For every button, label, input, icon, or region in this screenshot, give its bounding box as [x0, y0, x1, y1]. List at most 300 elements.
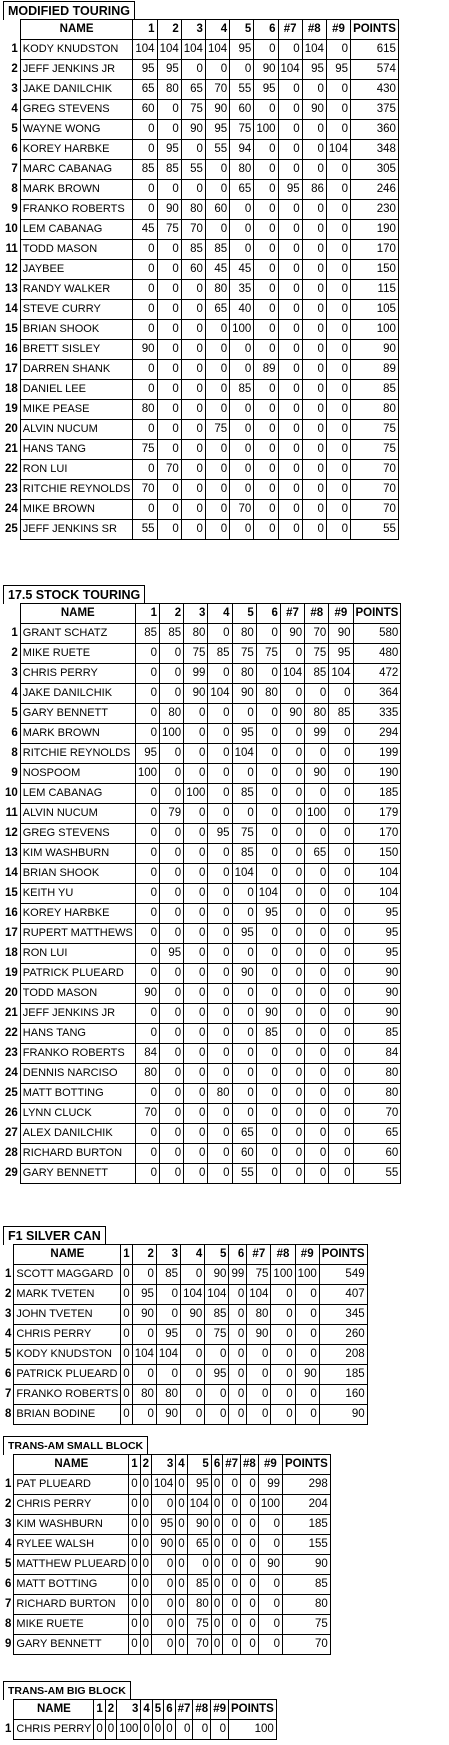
race-cell: 0	[184, 824, 208, 844]
race-cell: 0	[305, 964, 329, 984]
driver-name-cell: RUPERT MATTHEWS	[20, 924, 135, 944]
race-cell: 0	[241, 1495, 259, 1515]
position-cell: 19	[3, 400, 20, 420]
race-cell: 0	[256, 724, 280, 744]
column-header-2: 2	[140, 1455, 151, 1475]
race-cell: 0	[256, 1064, 280, 1084]
table-row	[3, 1044, 401, 1064]
column-header-2: 2	[157, 20, 181, 40]
position-cell: 1	[3, 1720, 14, 1740]
driver-name-cell: MARK BROWN	[20, 724, 135, 744]
race-cell: 0	[254, 460, 278, 480]
race-cell: 0	[176, 1495, 187, 1515]
race-cell: 0	[211, 1495, 222, 1515]
race-cell: 0	[295, 1325, 319, 1345]
race-cell: 45	[133, 220, 157, 240]
race-cell: 0	[160, 1104, 184, 1124]
race-cell: 0	[254, 400, 278, 420]
table-row	[3, 1405, 367, 1425]
table-row	[3, 964, 401, 984]
race-cell: 0	[135, 1144, 159, 1164]
points-cell: 95	[353, 904, 401, 924]
race-cell: 0	[176, 1635, 187, 1655]
points-cell: 190	[351, 220, 399, 240]
points-cell: 260	[319, 1325, 367, 1345]
race-cell: 70	[205, 80, 229, 100]
race-cell: 0	[230, 340, 254, 360]
table-row	[3, 1515, 330, 1535]
race-cell: 0	[329, 1084, 353, 1104]
race-cell: 0	[302, 500, 326, 520]
race-cell: 0	[160, 984, 184, 1004]
table-row	[3, 1305, 367, 1325]
race-cell: 0	[121, 1285, 132, 1305]
column-header-4: 4	[176, 1455, 187, 1475]
race-cell: 55	[205, 140, 229, 160]
section-title: 17.5 STOCK TOURING	[3, 585, 145, 604]
race-cell: 0	[184, 1164, 208, 1184]
race-cell: 79	[160, 804, 184, 824]
table-row	[3, 664, 401, 684]
column-header-name: NAME	[14, 1455, 129, 1475]
race-cell: 0	[280, 824, 304, 844]
race-cell: 60	[181, 260, 205, 280]
points-cell: 348	[351, 140, 399, 160]
race-cell: 0	[326, 160, 350, 180]
race-cell: 0	[160, 884, 184, 904]
race-cell: 40	[230, 300, 254, 320]
driver-name-cell: BRIAN SHOOK	[20, 864, 135, 884]
race-cell: 0	[160, 744, 184, 764]
race-cell: 0	[280, 844, 304, 864]
race-cell: 95	[232, 924, 256, 944]
race-cell: 0	[278, 380, 302, 400]
position-cell: 11	[3, 240, 20, 260]
race-cell: 104	[132, 1345, 156, 1365]
table-row	[3, 644, 401, 664]
driver-name-cell: KIM WASHBURN	[14, 1515, 129, 1535]
race-cell: 0	[305, 904, 329, 924]
race-cell: 0	[208, 964, 232, 984]
race-cell: 0	[133, 500, 157, 520]
race-cell: 0	[302, 240, 326, 260]
race-cell: 0	[133, 120, 157, 140]
race-cell: 0	[280, 884, 304, 904]
column-header-1: 1	[121, 1245, 132, 1265]
driver-name-cell: JEFF JENKINS JR	[20, 60, 133, 80]
points-cell: 185	[353, 784, 401, 804]
race-cell: 75	[305, 644, 329, 664]
race-cell: 0	[133, 140, 157, 160]
race-cell: 35	[230, 280, 254, 300]
table-row	[3, 1475, 330, 1495]
race-cell: 0	[229, 1345, 247, 1365]
race-cell: 0	[157, 100, 181, 120]
race-cell: 0	[329, 884, 353, 904]
race-cell: 0	[254, 320, 278, 340]
race-cell: 0	[141, 1720, 152, 1740]
race-cell: 0	[181, 1405, 205, 1425]
race-cell: 0	[129, 1515, 140, 1535]
race-cell: 100	[305, 804, 329, 824]
race-cell: 0	[223, 1595, 241, 1615]
race-cell: 0	[295, 1305, 319, 1325]
position-cell: 9	[3, 200, 20, 220]
race-cell: 65	[205, 300, 229, 320]
table-header-row	[3, 20, 398, 40]
race-cell: 0	[256, 704, 280, 724]
table-row	[3, 764, 401, 784]
race-cell: 0	[135, 1124, 159, 1144]
race-cell: 0	[326, 40, 350, 60]
race-cell: 104	[133, 40, 157, 60]
race-cell: 75	[230, 120, 254, 140]
race-cell: 0	[256, 1044, 280, 1064]
race-cell: 55	[232, 1164, 256, 1184]
race-cell: 0	[205, 460, 229, 480]
race-cell: 95	[135, 744, 159, 764]
race-cell: 0	[329, 824, 353, 844]
race-cell: 0	[157, 400, 181, 420]
race-cell: 90	[329, 624, 353, 644]
race-cell: 0	[256, 944, 280, 964]
race-cell: 0	[254, 40, 278, 60]
race-cell: 80	[232, 624, 256, 644]
driver-name-cell: JEFF JENKINS JR	[20, 1004, 135, 1024]
race-cell: 85	[305, 664, 329, 684]
race-cell: 0	[187, 1555, 211, 1575]
race-cell: 95	[208, 824, 232, 844]
race-cell: 0	[181, 460, 205, 480]
race-cell: 0	[157, 180, 181, 200]
position-cell: 2	[3, 1495, 14, 1515]
driver-name-cell: KEITH YU	[20, 884, 135, 904]
driver-name-cell: BRIAN BODINE	[14, 1405, 121, 1425]
race-cell: 0	[230, 60, 254, 80]
race-cell: 0	[271, 1365, 295, 1385]
table-row	[3, 1720, 276, 1740]
race-cell: 0	[271, 1345, 295, 1365]
race-cell: 104	[247, 1285, 271, 1305]
column-header-7: #7	[175, 1700, 193, 1720]
race-cell: 0	[156, 1305, 180, 1325]
table-row	[3, 844, 401, 864]
race-cell: 0	[129, 1635, 140, 1655]
race-cell: 0	[230, 360, 254, 380]
race-cell: 70	[133, 480, 157, 500]
race-cell: 0	[129, 1575, 140, 1595]
race-cell: 0	[184, 804, 208, 824]
race-cell: 0	[329, 1004, 353, 1024]
driver-name-cell: RICHARD BURTON	[14, 1595, 129, 1615]
race-cell: 0	[326, 460, 350, 480]
race-cell: 0	[247, 1345, 271, 1365]
race-cell: 0	[164, 1720, 175, 1740]
position-cell: 24	[3, 500, 20, 520]
race-cell: 0	[181, 280, 205, 300]
race-cell: 99	[184, 664, 208, 684]
column-header-points: POINTS	[229, 1700, 277, 1720]
race-cell: 0	[278, 200, 302, 220]
race-cell: 0	[278, 420, 302, 440]
race-cell: 90	[280, 704, 304, 724]
position-cell: 23	[3, 1044, 20, 1064]
race-cell: 0	[181, 440, 205, 460]
race-cell: 0	[280, 1084, 304, 1104]
race-cell: 0	[160, 644, 184, 664]
race-cell: 0	[326, 100, 350, 120]
race-cell: 0	[129, 1555, 140, 1575]
race-cell: 0	[208, 1044, 232, 1064]
race-cell: 90	[187, 1515, 211, 1535]
driver-name-cell: RICHARD BURTON	[20, 1144, 135, 1164]
race-cell: 85	[208, 644, 232, 664]
race-cell: 0	[254, 280, 278, 300]
points-cell: 190	[353, 764, 401, 784]
section-title: F1 SILVER CAN	[3, 1226, 106, 1245]
driver-name-cell: MATT BOTTING	[14, 1575, 129, 1595]
race-cell: 95	[256, 904, 280, 924]
race-cell: 0	[258, 1615, 282, 1635]
race-cell: 0	[157, 380, 181, 400]
race-cell: 0	[208, 804, 232, 824]
race-cell: 0	[241, 1515, 259, 1535]
race-cell: 0	[160, 784, 184, 804]
race-cell: 0	[181, 180, 205, 200]
race-cell: 65	[187, 1535, 211, 1555]
race-cell: 0	[256, 1164, 280, 1184]
table-row	[3, 220, 398, 240]
race-cell: 0	[208, 944, 232, 964]
points-cell: 70	[283, 1635, 331, 1655]
driver-name-cell: CHRIS PERRY	[14, 1325, 121, 1345]
race-cell: 0	[211, 1635, 222, 1655]
points-cell: 335	[353, 704, 401, 724]
race-cell: 104	[256, 884, 280, 904]
race-cell: 0	[133, 360, 157, 380]
table-row	[3, 1285, 367, 1305]
race-cell: 0	[280, 904, 304, 924]
race-cell: 0	[258, 1575, 282, 1595]
table-header-row	[3, 604, 401, 624]
column-header-1: 1	[135, 604, 159, 624]
points-cell: 55	[353, 1164, 401, 1184]
race-cell: 0	[140, 1595, 151, 1615]
race-cell: 0	[176, 1615, 187, 1635]
race-cell: 0	[176, 1475, 187, 1495]
race-cell: 0	[208, 704, 232, 724]
race-cell: 0	[280, 944, 304, 964]
race-cell: 85	[205, 240, 229, 260]
race-cell: 0	[278, 340, 302, 360]
points-cell: 70	[353, 1104, 401, 1124]
race-cell: 0	[160, 904, 184, 924]
column-header-3: 3	[184, 604, 208, 624]
race-cell: 0	[208, 1004, 232, 1024]
race-cell: 0	[133, 300, 157, 320]
race-cell: 0	[258, 1595, 282, 1615]
points-cell: 65	[353, 1124, 401, 1144]
race-cell: 0	[223, 1575, 241, 1595]
table-row	[3, 804, 401, 824]
race-cell: 0	[278, 160, 302, 180]
race-cell: 90	[256, 1004, 280, 1024]
driver-name-cell: MATTHEW PLUEARD	[14, 1555, 129, 1575]
position-cell: 29	[3, 1164, 20, 1184]
race-cell: 0	[135, 724, 159, 744]
column-header-3: 3	[117, 1700, 141, 1720]
race-cell: 0	[256, 1124, 280, 1144]
race-cell: 75	[133, 440, 157, 460]
driver-name-cell: MIKE RUETE	[14, 1615, 129, 1635]
race-cell: 0	[208, 1024, 232, 1044]
race-cell: 85	[181, 240, 205, 260]
position-cell: 22	[3, 460, 20, 480]
table-row	[3, 1575, 330, 1595]
race-cell: 0	[305, 1024, 329, 1044]
race-cell: 75	[187, 1615, 211, 1635]
race-cell: 90	[254, 60, 278, 80]
race-cell: 100	[117, 1720, 141, 1740]
race-cell: 75	[157, 220, 181, 240]
table-row	[3, 200, 398, 220]
race-cell: 0	[254, 480, 278, 500]
race-cell: 0	[247, 1365, 271, 1385]
race-cell: 0	[184, 964, 208, 984]
race-cell: 0	[211, 1595, 222, 1615]
race-cell: 95	[329, 644, 353, 664]
table-row	[3, 260, 398, 280]
driver-name-cell: KODY KNUDSTON	[20, 40, 133, 60]
table-row	[3, 624, 401, 644]
race-cell: 0	[223, 1495, 241, 1515]
column-header-9: #9	[326, 20, 350, 40]
race-cell: 0	[258, 1515, 282, 1535]
race-cell: 0	[211, 1475, 222, 1495]
race-cell: 80	[305, 704, 329, 724]
race-cell: 80	[132, 1385, 156, 1405]
race-cell: 70	[135, 1104, 159, 1124]
race-cell: 0	[157, 320, 181, 340]
race-cell: 55	[230, 80, 254, 100]
race-cell: 0	[157, 120, 181, 140]
driver-name-cell: FRANKO ROBERTS	[20, 1044, 135, 1064]
driver-name-cell: MARK TVETEN	[14, 1285, 121, 1305]
race-cell: 90	[156, 1405, 180, 1425]
race-cell: 104	[205, 40, 229, 60]
race-cell: 80	[133, 400, 157, 420]
driver-name-cell: KODY KNUDSTON	[14, 1345, 121, 1365]
race-cell: 89	[254, 360, 278, 380]
race-cell: 0	[256, 664, 280, 684]
race-cell: 0	[278, 80, 302, 100]
race-cell: 0	[140, 1535, 151, 1555]
race-cell: 0	[181, 60, 205, 80]
race-cell: 75	[232, 824, 256, 844]
section-title: TRANS-AM BIG BLOCK	[3, 1681, 131, 1700]
race-cell: 94	[230, 140, 254, 160]
race-cell: 0	[181, 380, 205, 400]
race-cell: 0	[132, 1365, 156, 1385]
race-cell: 0	[176, 1555, 187, 1575]
race-cell: 0	[280, 964, 304, 984]
driver-name-cell: BRIAN SHOOK	[20, 320, 133, 340]
table-row	[3, 440, 398, 460]
race-cell: 0	[135, 924, 159, 944]
race-cell: 0	[211, 1515, 222, 1535]
race-cell: 0	[181, 1345, 205, 1365]
race-cell: 0	[160, 684, 184, 704]
race-cell: 0	[184, 1004, 208, 1024]
race-cell: 0	[302, 140, 326, 160]
race-cell: 75	[181, 100, 205, 120]
race-cell: 0	[229, 1325, 247, 1345]
position-cell: 4	[3, 1325, 14, 1345]
race-cell: 0	[205, 380, 229, 400]
race-cell: 0	[232, 804, 256, 824]
race-cell: 0	[205, 440, 229, 460]
race-cell: 0	[302, 280, 326, 300]
race-cell: 0	[326, 420, 350, 440]
race-cell: 0	[278, 320, 302, 340]
position-cell: 17	[3, 924, 20, 944]
race-cell: 0	[254, 300, 278, 320]
points-cell: 204	[283, 1495, 331, 1515]
race-cell: 0	[241, 1535, 259, 1555]
race-cell: 0	[129, 1475, 140, 1495]
points-cell: 170	[351, 240, 399, 260]
race-cell: 90	[205, 1265, 229, 1285]
driver-name-cell: GREG STEVENS	[20, 824, 135, 844]
race-cell: 0	[229, 1285, 247, 1305]
table-row	[3, 80, 398, 100]
race-cell: 0	[181, 400, 205, 420]
points-cell: 375	[351, 100, 399, 120]
driver-name-cell: RON LUI	[20, 460, 133, 480]
column-header-4: 4	[181, 1245, 205, 1265]
table-header-row	[3, 1245, 367, 1265]
table-row	[3, 784, 401, 804]
column-header-2: 2	[160, 604, 184, 624]
column-header-9: #9	[295, 1245, 319, 1265]
race-cell: 0	[205, 180, 229, 200]
race-cell: 0	[232, 764, 256, 784]
race-cell: 0	[280, 1164, 304, 1184]
race-cell: 104	[232, 744, 256, 764]
race-cell: 0	[278, 480, 302, 500]
race-cell: 95	[302, 60, 326, 80]
race-cell: 90	[232, 964, 256, 984]
race-cell: 0	[205, 1405, 229, 1425]
race-cell: 0	[271, 1405, 295, 1425]
race-cell: 60	[230, 100, 254, 120]
race-cell: 80	[230, 160, 254, 180]
race-cell: 0	[135, 664, 159, 684]
race-cell: 0	[254, 340, 278, 360]
race-cell: 0	[133, 280, 157, 300]
points-cell: 90	[353, 984, 401, 1004]
driver-name-cell: ALVIN NUCUM	[20, 804, 135, 824]
position-cell: 6	[3, 724, 20, 744]
race-cell: 104	[187, 1495, 211, 1515]
race-cell: 0	[326, 120, 350, 140]
race-cell: 100	[258, 1495, 282, 1515]
race-cell: 95	[156, 1325, 180, 1345]
race-cell: 0	[160, 964, 184, 984]
race-cell: 0	[208, 624, 232, 644]
race-cell: 0	[256, 1104, 280, 1124]
section-title: TRANS-AM SMALL BLOCK	[3, 1436, 148, 1455]
